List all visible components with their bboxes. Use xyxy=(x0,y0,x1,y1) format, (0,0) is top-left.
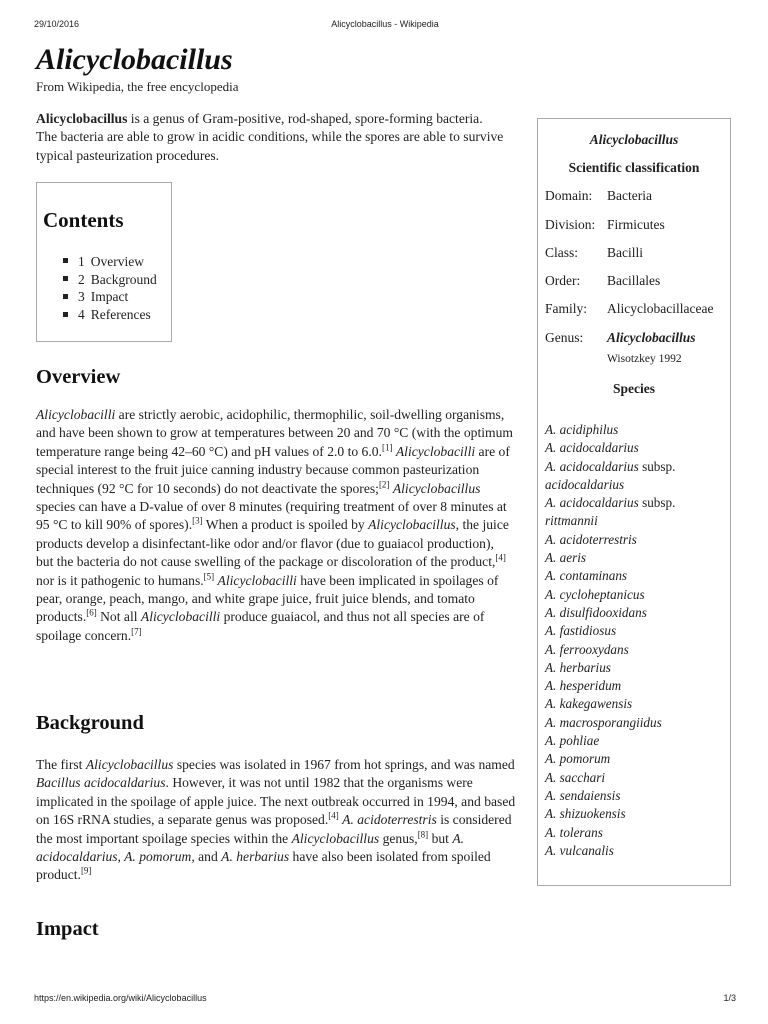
species-item xyxy=(545,549,727,567)
toc-item-overview[interactable] xyxy=(63,253,157,271)
species-item xyxy=(545,567,727,585)
toc-item-number: 2 xyxy=(78,271,85,287)
body-text: produce guaiacol, and thus not all species are of spoilage concern. xyxy=(36,609,485,643)
body-text: , the juice products develop a disinfectant-like odor and/or flavor (due to guaiacol production), but the bacteria do not cause swelling of the package or discoloration of the product, xyxy=(36,517,509,570)
taxobox xyxy=(537,118,731,886)
species-item xyxy=(545,476,727,494)
print-tab-title: Alicyclobacillus - Wikipedia xyxy=(331,19,439,29)
body-text: The first xyxy=(36,757,86,772)
species-item xyxy=(545,714,727,732)
species-item xyxy=(545,421,727,439)
bullet-icon xyxy=(63,312,68,317)
species-list xyxy=(545,421,727,860)
species-item xyxy=(545,824,727,842)
print-footer xyxy=(34,993,736,1005)
species-link[interactable]: A. sacchari xyxy=(545,769,606,785)
taxobox-label: Domain: xyxy=(545,188,593,203)
taxobox-subtitle: Scientific classification xyxy=(568,160,700,175)
species-link[interactable]: A. acidocaldarius xyxy=(545,458,639,474)
taxon-name[interactable]: Alicyclobacilli xyxy=(395,443,476,459)
taxobox-value[interactable]: Bacilli xyxy=(607,245,643,260)
species-item xyxy=(545,604,727,622)
species-link[interactable]: A. tolerans xyxy=(545,824,603,840)
species-link[interactable]: A. acidocaldarius xyxy=(545,495,639,511)
body-text: Not all xyxy=(96,609,141,625)
species-link[interactable]: A. pohliae xyxy=(545,733,600,749)
species-item xyxy=(545,769,727,787)
species-item xyxy=(545,494,727,512)
intro-text: is a genus of Gram-positive, rod-shaped, spore-forming bacteria. The bacteria are able to grow in acidic conditions, while the spores are able to survive typical pasteurization procedures. xyxy=(36,111,504,163)
bullet-icon xyxy=(63,294,68,299)
print-header xyxy=(34,19,736,31)
taxon-name[interactable]: Alicyclobacillus xyxy=(291,830,380,846)
intro-paragraph xyxy=(36,110,506,165)
species-link[interactable]: A. pomorum xyxy=(545,751,611,767)
body-text: When a product is spoiled by xyxy=(202,517,369,533)
citation-link[interactable]: [4] xyxy=(495,552,506,563)
taxon-name[interactable]: A. acidocaldarius, A. pomorum, xyxy=(36,830,465,865)
body-text: nor is it pathogenic to humans. xyxy=(36,572,204,588)
toc-item-label[interactable]: References xyxy=(90,307,151,323)
species-link[interactable]: A. acidocaldarius xyxy=(545,440,639,456)
print-date: 29/10/2016 xyxy=(34,19,80,29)
species-link[interactable]: A. contaminans xyxy=(545,568,628,584)
citation-link[interactable]: [8] xyxy=(417,829,429,840)
species-link[interactable]: A. sendaiensis xyxy=(545,787,621,803)
species-item xyxy=(545,458,727,476)
species-item xyxy=(545,677,727,695)
taxon-name[interactable]: Alicyclobacilli xyxy=(217,572,297,588)
toc-item-number: 3 xyxy=(78,289,85,305)
species-link[interactable]: A. ferrooxydans xyxy=(545,641,629,657)
species-suffix: subsp. xyxy=(638,458,676,474)
body-text: are strictly aerobic, acidophilic, thermophilic, soil-dwelling organisms, and have been shown to grow at temperatures between 20 and 70 °C (with the optimum temperature range being 42–60 °C) and pH values of 2.0 to 6.0. xyxy=(36,407,513,459)
species-link[interactable]: A. herbarius xyxy=(545,659,611,675)
citation-link[interactable]: [1] xyxy=(381,442,393,453)
print-url: https://en.wikipedia.org/wiki/Alicyclobacillus xyxy=(34,993,207,1003)
taxobox-label: Order: xyxy=(545,273,581,288)
species-link[interactable]: A. kakegawensis xyxy=(545,696,633,712)
taxobox-value[interactable]: Bacillales xyxy=(607,273,661,288)
taxobox-value[interactable]: Firmicutes xyxy=(607,217,665,232)
species-item xyxy=(545,842,727,860)
table-of-contents xyxy=(36,182,172,342)
section-heading-background: Background xyxy=(36,712,144,734)
species-item xyxy=(545,622,727,640)
background-paragraph xyxy=(36,756,522,885)
body-text: are of special interest to the fruit juice canning industry because common pasteurization techniques (92 °C for 10 seconds) do not deactivate the spores; xyxy=(36,443,510,496)
toc-item-label[interactable]: Overview xyxy=(90,254,144,269)
toc-item-label[interactable]: Impact xyxy=(90,289,129,305)
citation-link[interactable]: [3] xyxy=(192,515,203,526)
citation-link[interactable]: [9] xyxy=(80,865,92,876)
species-item xyxy=(545,586,727,604)
taxobox-label: Class: xyxy=(545,245,579,260)
body-text: is considered the most important spoilage species within the xyxy=(36,812,512,846)
toc-list xyxy=(63,253,157,324)
species-item xyxy=(545,641,727,659)
species-link[interactable]: A. hesperidum xyxy=(545,678,622,694)
species-link[interactable]: acidocaldarius xyxy=(545,476,625,492)
species-link[interactable]: A. aeris xyxy=(545,550,587,566)
tagline: From Wikipedia, the free encyclopedia xyxy=(36,79,239,94)
body-text: have also been isolated from spoiled product. xyxy=(36,849,491,883)
taxon-name[interactable]: Alicyclobacillus xyxy=(85,757,174,772)
taxobox-value[interactable]: Bacteria xyxy=(607,188,652,203)
print-page-number: 1/3 xyxy=(723,993,736,1003)
body-text: have been implicated in spoilages of pear, orange, peach, mango, and white grape juice, fruit juice blends, and tomato products. xyxy=(36,572,499,625)
species-link[interactable]: A. acidiphilus xyxy=(545,422,619,437)
species-link[interactable]: A. shizuokensis xyxy=(545,806,626,822)
species-item xyxy=(545,512,727,530)
species-link[interactable]: A. acidoterrestris xyxy=(545,531,637,547)
page-title: Alicyclobacillus xyxy=(36,43,233,76)
taxobox-value: Alicyclobacillus xyxy=(607,330,696,345)
taxon-name[interactable]: Alicyclobacilli xyxy=(140,609,221,625)
species-item xyxy=(545,695,727,713)
taxobox-label: Division: xyxy=(545,217,596,232)
citation-link[interactable]: [4] xyxy=(328,810,339,821)
species-link[interactable]: A. cycloheptanicus xyxy=(545,586,645,602)
toc-title: Contents xyxy=(43,208,124,232)
species-item xyxy=(545,787,727,805)
taxon-name[interactable]: Alicyclobacillus xyxy=(392,480,481,496)
body-text: . However, it was not until 1982 that the organisms were implicated in the spoilage of apple juice. The next outbreak occurred in 1994, and based on 16S rRNA studies, a separate genus was proposed. xyxy=(36,775,516,828)
species-link[interactable]: rittmannii xyxy=(545,513,598,529)
taxon-name[interactable]: Alicyclobacillus xyxy=(368,517,456,533)
citation-link[interactable]: [7] xyxy=(131,626,142,637)
toc-item-references[interactable] xyxy=(63,306,157,324)
body-text: genus, xyxy=(379,830,418,846)
species-item xyxy=(545,659,727,677)
species-suffix: subsp. xyxy=(638,495,676,511)
taxobox-label: Family: xyxy=(545,301,588,316)
toc-item-background[interactable] xyxy=(63,271,157,289)
species-link[interactable]: A. macrosporangiidus xyxy=(545,714,662,730)
toc-item-label[interactable]: Background xyxy=(90,271,157,287)
species-heading: Species xyxy=(613,381,655,396)
species-link[interactable]: A. disulfidooxidans xyxy=(545,604,647,620)
citation-link[interactable]: [6] xyxy=(86,607,97,618)
species-link[interactable]: A. vulcanalis xyxy=(545,842,614,858)
species-item xyxy=(545,750,727,768)
taxon-name[interactable]: Bacillus acidocaldarius xyxy=(36,775,166,791)
taxon-authority[interactable]: Wisotzkey 1992 xyxy=(607,353,682,365)
citation-link[interactable]: [2] xyxy=(378,479,390,490)
taxon-name[interactable]: Alicyclobacilli xyxy=(36,407,116,422)
taxobox-label: Genus: xyxy=(545,330,584,345)
species-item xyxy=(545,439,727,457)
body-text: but xyxy=(428,830,453,846)
taxobox-value[interactable]: Alicyclobacillaceae xyxy=(607,301,714,316)
toc-item-impact[interactable] xyxy=(63,288,157,306)
section-heading-impact: Impact xyxy=(36,918,99,940)
toc-item-number: 4 xyxy=(78,307,85,323)
species-item xyxy=(545,805,727,823)
species-link[interactable]: A. fastidiosus xyxy=(545,623,617,639)
overview-paragraph xyxy=(36,406,514,645)
taxon-name[interactable]: A. herbarius xyxy=(221,849,290,865)
species-item xyxy=(545,531,727,549)
body-text: species was isolated in 1967 from hot springs, and was named xyxy=(173,757,515,772)
citation-link[interactable]: [5] xyxy=(203,571,215,582)
bullet-icon xyxy=(63,258,68,263)
section-heading-overview: Overview xyxy=(36,366,121,388)
bullet-icon xyxy=(63,276,68,281)
body-text: species can have a D-value of over 8 minutes (requiring treatment of over 8 minutes at 95 °C to kill 90% of spores). xyxy=(36,499,507,533)
taxon-name[interactable]: A. acidoterrestris xyxy=(342,812,437,828)
body-text: and xyxy=(194,849,222,865)
taxobox-title: Alicyclobacillus xyxy=(589,132,679,147)
toc-item-number: 1 xyxy=(78,254,85,269)
species-item xyxy=(545,732,727,750)
intro-term: Alicyclobacillus xyxy=(36,111,128,126)
